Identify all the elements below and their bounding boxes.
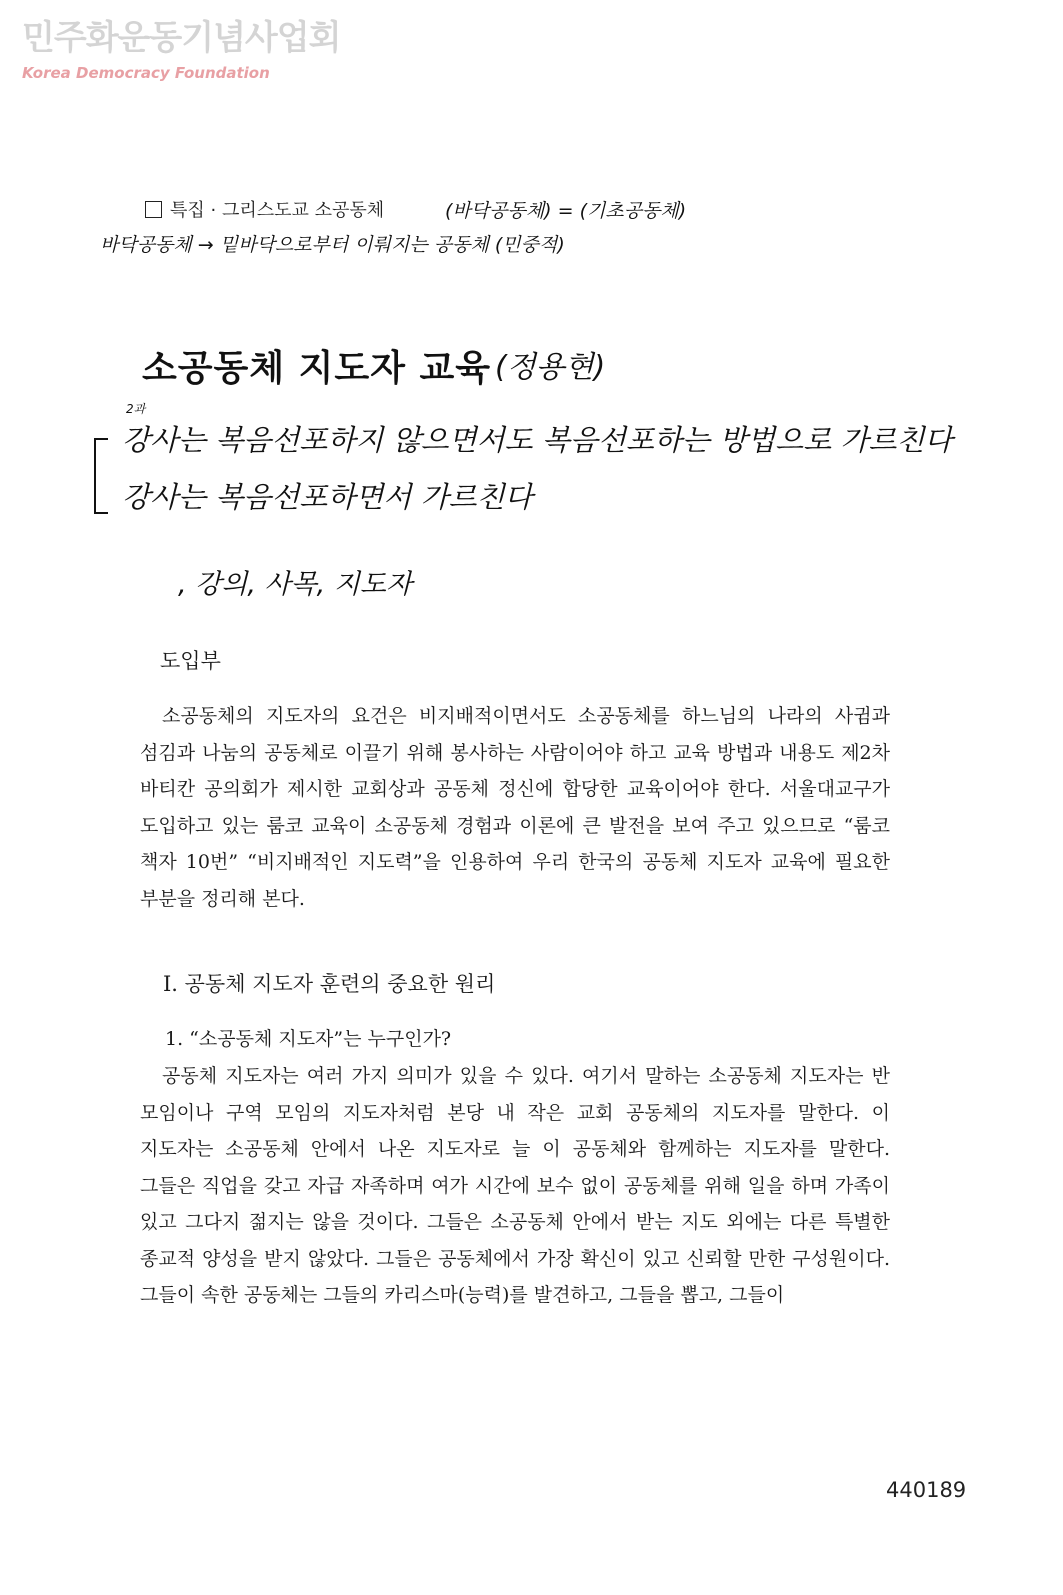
- feature-label: [145, 196, 384, 222]
- intro-paragraph: 소공동체의 지도자의 요건은 비지배적이면서도 소공동체를 하느님의 나라의 사귐과 섬김과 나눔의 공동체로 이끌기 위해 봉사하는 사람이어야 하고 교육 방법과 내용도 제2차 바티칸 공의회가 제시한 교회상과 공동체 정신에 합당한 교육이어야 한다. 서울대교구가 도입하고 있는 룸코 교육이 소공동체 경험과 이론에 큰 발전을 보여 주고 있으므로 “룸코 책자 10번” “비지배적인 지도력”을 인용하여 우리 한국의 공동체 지도자 교육에 필요한 부분을 정리해 본다.: [140, 705, 890, 910]
- watermark-korean: 민주화운동기념사업회: [22, 18, 341, 58]
- section-1-subheading: 1. “소공동체 지도자”는 누구인가?: [165, 1028, 452, 1050]
- section-1-heading: Ⅰ. 공동체 지도자 훈련의 중요한 원리: [163, 972, 496, 996]
- page-number: 440189: [886, 1478, 967, 1502]
- handwritten-bracket: [94, 438, 108, 514]
- watermark-english: Korea Democracy Foundation: [22, 64, 270, 82]
- intro-heading: 도입부: [160, 649, 221, 673]
- handwritten-note-1: 강사는 복음선포하지 않으면서도 복음선포하는 방법으로 가르친다: [122, 423, 953, 457]
- page-title: 소공동체 지도자 교육: [142, 348, 492, 389]
- handwritten-author-annotation: (정용현): [495, 350, 606, 385]
- handwritten-list: , 강의, 사목, 지도자: [178, 569, 413, 600]
- handwritten-feature-annotation: (바닥공동체) = (기초공동체): [445, 200, 687, 222]
- handwritten-small-mark: 2과: [126, 402, 146, 416]
- handwritten-note-2: 강사는 복음선포하면서 가르친다: [122, 480, 533, 514]
- foundation-watermark: [22, 18, 340, 82]
- handwritten-definition-annotation: 바닥공동체 → 밑바닥으로부터 이뤄지는 공동체 (민중적): [100, 234, 565, 256]
- section-1-paragraph: 공동체 지도자는 여러 가지 의미가 있을 수 있다. 여기서 말하는 소공동체 지도자는 반 모임이나 구역 모임의 지도자처럼 본당 내 작은 교회 공동체의 지도자를 말한다. 이 지도자는 소공동체 안에서 나온 지도자로 늘 이 공동체와 함께하는 지도자를 말한다. 그들은 직업을 갖고 자급 자족하며 여가 시간에 보수 없이 공동체를 위해 일을 하며 가족이 있고 그다지 젊지는 않을 것이다. 그들은 소공동체 안에서 받는 지도 외에는 다른 특별한 종교적 양성을 받지 않았다. 그들은 공동체에서 가장 확신이 있고 신뢰할 만한 구성원이다. 그들이 속한 공동체는 그들의 카리스마(능력)를 발견하고, 그들을 뽑고, 그들이: [140, 1065, 890, 1306]
- feature-label-text: 특집 · 그리스도교 소공동체: [170, 200, 385, 221]
- checkbox-square-icon: [145, 201, 162, 218]
